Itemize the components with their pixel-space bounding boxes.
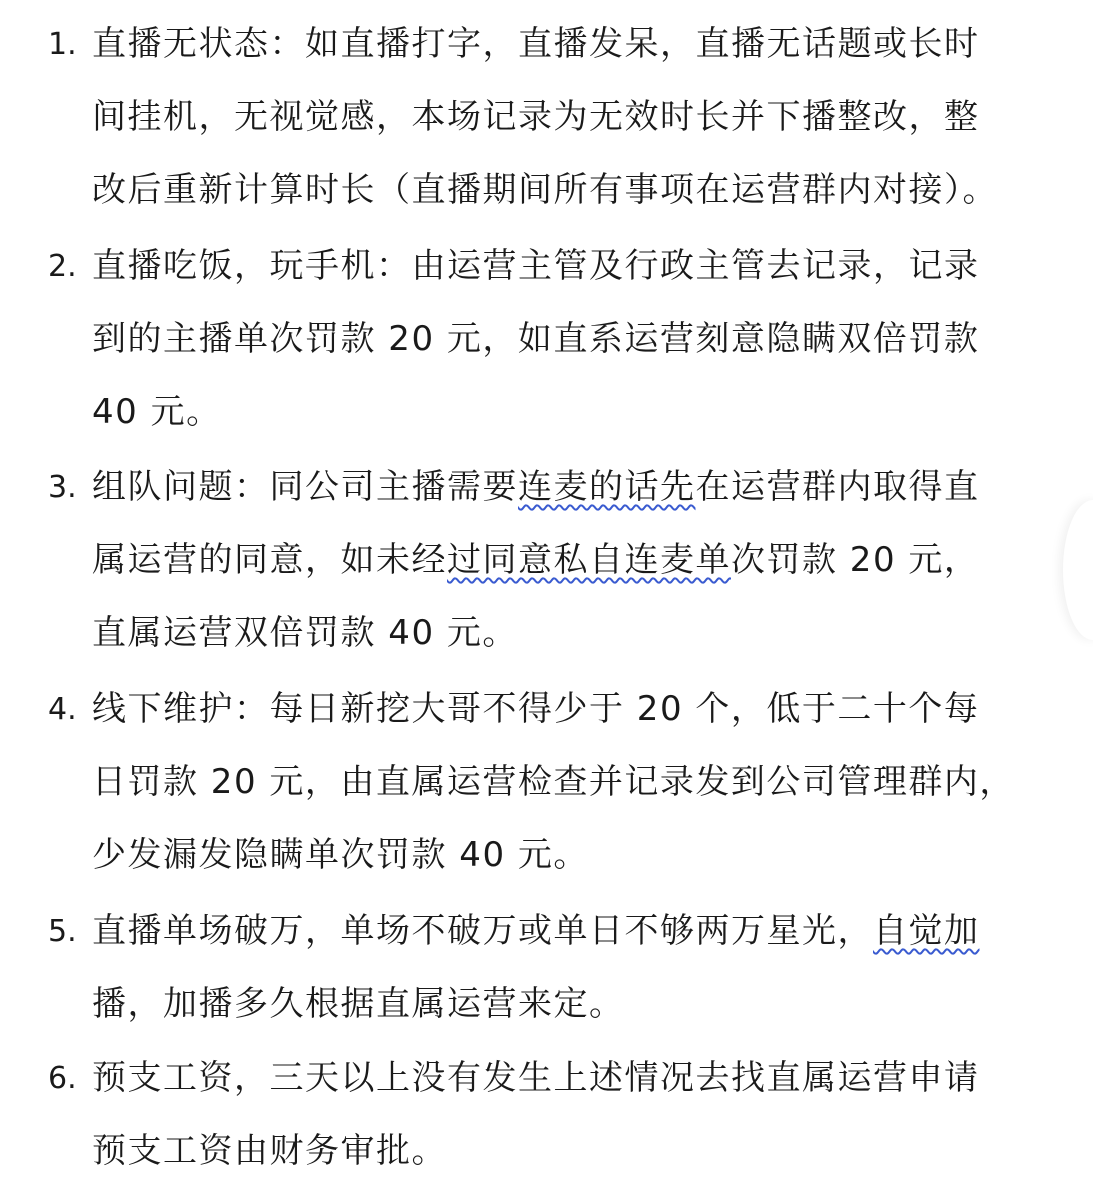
rule-number: 3.	[48, 470, 77, 505]
rule-text	[92, 230, 1052, 449]
rule-line: 间挂机，无视觉感，本场记录为无效时长并下播整改，整	[92, 97, 980, 137]
rule-text-segment: 次罚款 20 元，	[731, 540, 980, 580]
spellcheck-underline: 连麦的话先	[518, 467, 696, 507]
rule-text-segment: 组队问题：同公司主播需要	[92, 467, 518, 507]
spellcheck-underline: 过同意私自连麦单	[447, 540, 731, 580]
rule-item-1	[0, 8, 1052, 227]
rule-line: 播，加播多久根据直属运营来定。	[92, 984, 625, 1024]
rule-text	[92, 451, 1052, 670]
rule-line: 少发漏发隐瞒单次罚款 40 元。	[92, 835, 589, 875]
rule-line: 直播无状态：如直播打字，直播发呆，直播无话题或长时	[92, 24, 980, 64]
rule-line: 到的主播单次罚款 20 元，如直系运营刻意隐瞒双倍罚款	[92, 319, 980, 359]
rule-number: 6.	[48, 1061, 77, 1096]
rule-text	[92, 1042, 1052, 1188]
rule-item-6	[0, 1042, 1052, 1188]
rule-text-segment: 直播单场破万，单场不破万或单日不够两万星光，	[92, 911, 873, 951]
rule-line: 改后重新计算时长（直播期间所有事项在运营群内对接）。	[92, 170, 998, 210]
rule-number: 1.	[48, 27, 77, 62]
rule-text	[92, 673, 1052, 892]
rule-item-4	[0, 673, 1052, 892]
spellcheck-underline: 自觉加	[873, 911, 980, 951]
rule-line	[92, 524, 1052, 597]
rule-item-2	[0, 230, 1052, 449]
rule-number: 4.	[48, 692, 77, 727]
rule-item-5	[0, 895, 1052, 1041]
rule-line: 预支工资，三天以上没有发生上述情况去找直属运营申请	[92, 1058, 980, 1098]
rule-line: 预支工资由财务审批。	[92, 1131, 447, 1171]
rule-line	[92, 895, 1052, 968]
rule-number: 5.	[48, 914, 77, 949]
rule-line	[92, 451, 1052, 524]
rule-text	[92, 895, 1052, 1041]
rule-line: 线下维护：每日新挖大哥不得少于 20 个，低于二十个每	[92, 689, 980, 729]
rule-text-segment: 在运营群内取得直	[695, 467, 980, 507]
rule-line: 直播吃饭，玩手机：由运营主管及行政主管去记录，记录	[92, 246, 980, 286]
rule-line: 40 元。	[92, 392, 222, 432]
rule-text	[92, 8, 1052, 227]
rule-line: 日罚款 20 元，由直属运营检查并记录发到公司管理群内，	[92, 762, 1015, 802]
rule-line: 直属运营双倍罚款 40 元。	[92, 613, 518, 653]
page-edge-shadow	[1063, 500, 1093, 640]
rule-number: 2.	[48, 249, 77, 284]
rule-text-segment: 属运营的同意，如未经	[92, 540, 447, 580]
rule-item-3	[0, 451, 1052, 670]
